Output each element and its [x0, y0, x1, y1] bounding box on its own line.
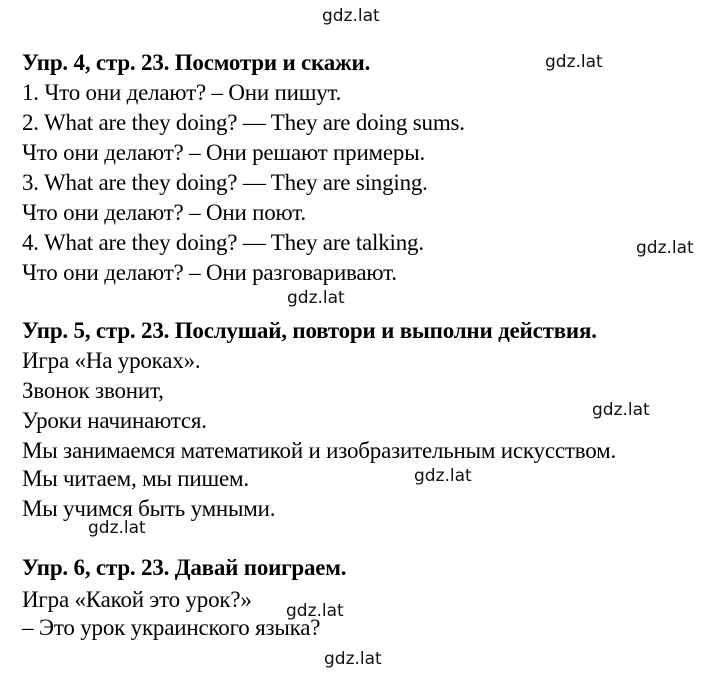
watermark: gdz.lat [286, 601, 344, 621]
exercise-5-line: Игра «На уроках». [22, 348, 201, 373]
watermark: gdz.lat [88, 518, 146, 538]
exercise-4-line: 4. What are they doing? — They are talking. [22, 230, 424, 255]
exercise-6-line: – Это урок украинского языка? [22, 615, 321, 640]
exercise-5-line: Уроки начинаются. [22, 408, 207, 433]
exercise-4-line: 2. What are they doing? — They are doing sums. [22, 110, 465, 135]
exercise-5-line: Звонок звонит, [22, 378, 164, 403]
exercise-4-line: Что они делают? – Они поют. [22, 200, 306, 225]
exercise-4-heading: Упр. 4, стр. 23. Посмотри и скажи. [22, 50, 371, 75]
exercise-5-line: Мы учимся быть умными. [22, 496, 276, 521]
exercise-4-line: 3. What are they doing? — They are singing. [22, 170, 428, 195]
exercise-6-line: Игра «Какой это урок?» [22, 587, 252, 612]
exercise-5-line: Мы занимаемся математикой и изобразительным искусством. [22, 438, 616, 463]
exercise-5-line: Мы читаем, мы пишем. [22, 466, 249, 491]
exercise-4-line: Что они делают? – Они разговаривают. [22, 260, 397, 285]
watermark: gdz.lat [322, 6, 380, 26]
watermark: gdz.lat [287, 288, 345, 308]
exercise-4-line: 1. Что они делают? – Они пишут. [22, 80, 342, 105]
watermark: gdz.lat [545, 52, 603, 72]
exercise-4-line: Что они делают? – Они решают примеры. [22, 140, 426, 165]
watermark: gdz.lat [324, 649, 382, 669]
exercise-6-heading: Упр. 6, стр. 23. Давай поиграем. [22, 555, 347, 580]
watermark: gdz.lat [592, 400, 650, 420]
watermark: gdz.lat [636, 238, 694, 258]
exercise-5-heading: Упр. 5, стр. 23. Послушай, повтори и выполни действия. [22, 318, 597, 343]
watermark: gdz.lat [414, 466, 472, 486]
